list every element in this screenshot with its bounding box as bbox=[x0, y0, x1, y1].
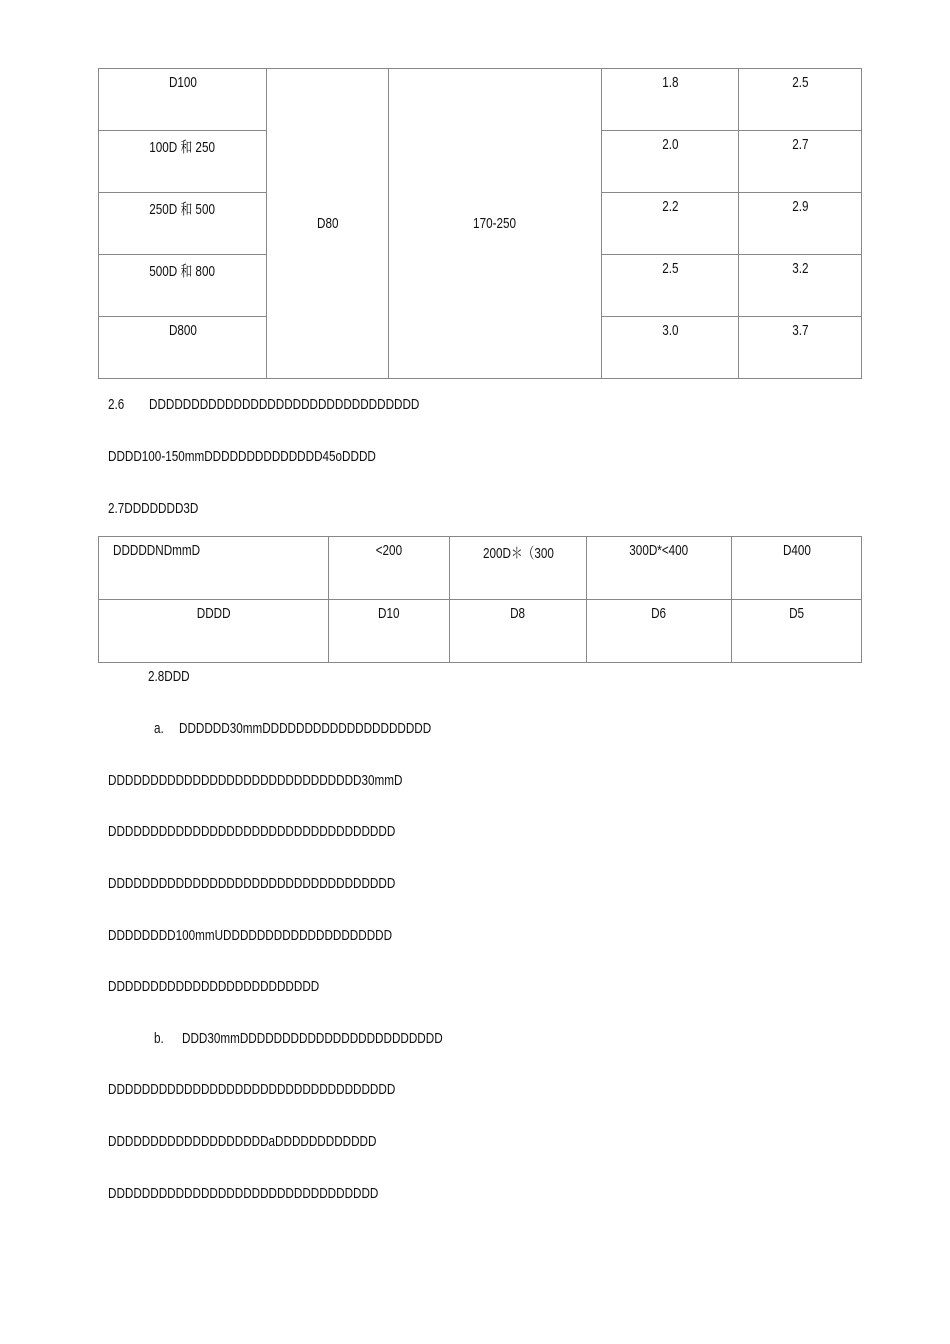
paragraph-line: DDDDDDDDDDDDDDDDDDDaDDDDDDDDDDDD bbox=[108, 1133, 377, 1150]
paragraph-line: DDDDDDDDDDDDDDDDDDDDDDDDDDDDDDDDDD bbox=[108, 1081, 396, 1098]
paragraph-line: DDDDDDDDDDDDDDDDDDDDDDDDDDDDDDDDDD bbox=[108, 875, 396, 892]
table-cell-merged: D80 bbox=[267, 69, 389, 379]
paragraph-line: DDDDDDDDDDDDDDDDDDDDDDDDDDDDDD30mmD bbox=[108, 772, 403, 789]
table-cell: 2.2 bbox=[602, 193, 739, 255]
list-item-b-text: DDD30mmDDDDDDDDDDDDDDDDDDDDDDDD bbox=[182, 1030, 443, 1047]
table-cell: 2.5 bbox=[602, 255, 739, 317]
table-row bbox=[99, 600, 862, 663]
table-cell-merged: 170-250 bbox=[389, 69, 602, 379]
table-header-cell: DDDDDNDmmD bbox=[99, 537, 329, 600]
table-cell: 2.0 bbox=[602, 131, 739, 193]
table-row bbox=[99, 69, 862, 131]
paragraph-line: DDDDDDDD100mmUDDDDDDDDDDDDDDDDDDDD bbox=[108, 927, 393, 944]
list-item-a-text: DDDDDD30mmDDDDDDDDDDDDDDDDDDDD bbox=[179, 720, 432, 737]
table-header-cell: D400 bbox=[732, 537, 862, 600]
paragraph-line: DDDDDDDDDDDDDDDDDDDDDDDDDDDDDDDD bbox=[108, 1185, 379, 1202]
table-cell: 2.9 bbox=[739, 193, 862, 255]
table-cell: DDDD bbox=[99, 600, 329, 663]
table-cell: 3.2 bbox=[739, 255, 862, 317]
table-cell: D800 bbox=[99, 317, 267, 379]
table-header-cell: 200D＊（300 bbox=[450, 537, 587, 600]
table-cell: 1.8 bbox=[602, 69, 739, 131]
table-cell: 100D 和 250 bbox=[99, 131, 267, 193]
table-cell: 500D 和 800 bbox=[99, 255, 267, 317]
section-2-7-heading: 2.7DDDDDDD3D bbox=[108, 500, 199, 517]
section-2-6-title: DDDDDDDDDDDDDDDDDDDDDDDDDDDDDDDD bbox=[149, 396, 420, 413]
table-header-cell: <200 bbox=[329, 537, 450, 600]
section-2-6-heading bbox=[108, 396, 129, 413]
paragraph-line: DDDD100-150mmDDDDDDDDDDDDDD45oDDDD bbox=[108, 448, 376, 465]
table-cell: 250D 和 500 bbox=[99, 193, 267, 255]
section-number: 2.6 bbox=[108, 396, 125, 413]
table-cell: D5 bbox=[732, 600, 862, 663]
table-cell: 3.7 bbox=[739, 317, 862, 379]
paragraph-line: DDDDDDDDDDDDDDDDDDDDDDDDDDDDDDDDDD bbox=[108, 823, 396, 840]
table-cell: D8 bbox=[450, 600, 587, 663]
table-cell: D100 bbox=[99, 69, 267, 131]
list-marker-b: b. bbox=[154, 1030, 164, 1047]
table-cell: D6 bbox=[587, 600, 732, 663]
list-marker-a: a. bbox=[154, 720, 164, 737]
table-header-row bbox=[99, 537, 862, 600]
table-cell: 3.0 bbox=[602, 317, 739, 379]
paragraph-line: DDDDDDDDDDDDDDDDDDDDDDDDD bbox=[108, 978, 320, 995]
table-cell: 2.7 bbox=[739, 131, 862, 193]
pipe-spec-table bbox=[98, 68, 862, 379]
section-2-8-heading: 2.8DDD bbox=[148, 668, 190, 685]
spacing-table bbox=[98, 536, 862, 663]
table-cell: 2.5 bbox=[739, 69, 862, 131]
table-header-cell: 300D*<400 bbox=[587, 537, 732, 600]
table-cell: D10 bbox=[329, 600, 450, 663]
